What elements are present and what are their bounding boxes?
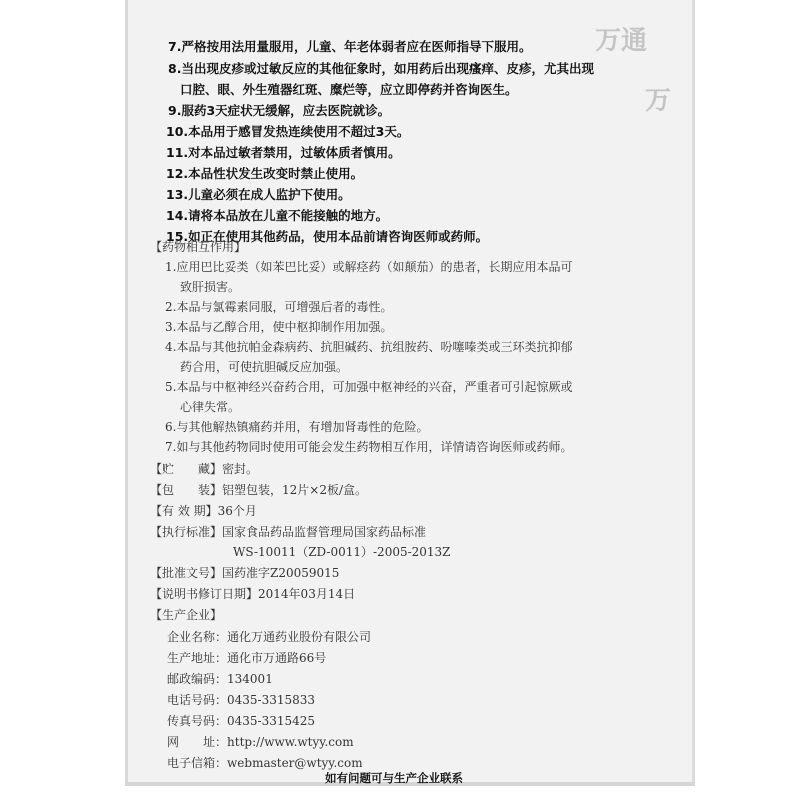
manufacturer-postcode-label: 邮政编码： [167, 672, 228, 686]
standard-value: 国家食品药品监督管理局国家药品标准 [222, 525, 427, 539]
interaction-6: 6.与其他解热镇痛药并用，有增加肾毒性的危险。 [165, 420, 429, 434]
storage-value: 密封。 [222, 462, 259, 476]
precaution-7: 7.严格按用法用量服用，儿童、年老体弱者应在医师指导下服用。 [168, 39, 532, 54]
validity-value: 36个月 [217, 504, 257, 518]
manufacturer-website-value[interactable]: http://www.wtyy.com [227, 735, 354, 749]
approval-row [150, 564, 339, 581]
manufacturer-phone-row [167, 691, 315, 708]
package-label: 【包 装】 [150, 483, 223, 497]
package-value: 铝塑包装，12片×2板/盒。 [222, 483, 368, 497]
manufacturer-name-value: 通化万通药业股份有限公司 [227, 630, 372, 644]
standard-value-2: WS-10011（ZD-0011）-2005-2013Z [233, 545, 451, 559]
interaction-3: 3.本品与乙醇合用，使中枢抑制作用加强。 [165, 320, 393, 334]
manufacturer-name-row [167, 628, 371, 645]
validity-label: 【有 效 期】 [150, 504, 218, 518]
manufacturer-address-label: 生产地址： [167, 651, 228, 665]
precaution-8-cont: 口腔、眼、外生殖器红斑、糜烂等，应立即停药并咨询医生。 [180, 82, 518, 97]
validity-row [150, 502, 257, 519]
manufacturer-header: 【生产企业】 [150, 608, 223, 622]
revision-label: 【说明书修订日期】 [150, 587, 259, 601]
interaction-5-cont: 心律失常。 [180, 400, 241, 414]
precaution-14: 14.请将本品放在儿童不能接触的地方。 [166, 208, 389, 223]
approval-value: 国药准字Z20059015 [222, 566, 340, 580]
standard-label: 【执行标准】 [150, 525, 223, 539]
interaction-5: 5.本品与中枢神经兴奋药合用，可加强中枢神经的兴奋，严重者可引起惊厥或 [165, 380, 573, 394]
precaution-15: 15.如正在使用其他药品，使用本品前请咨询医师或药师。 [166, 229, 489, 244]
watermark-top-right: 万通 [595, 26, 648, 56]
manufacturer-email-value[interactable]: webmaster@wtyy.com [227, 756, 363, 770]
precaution-13: 13.儿童必须在成人监护下使用。 [166, 187, 351, 202]
standard-row [150, 523, 426, 540]
manufacturer-name-label: 企业名称： [167, 630, 228, 644]
package-row [150, 481, 367, 498]
sheet-right-edge [692, 0, 695, 786]
interaction-2: 2.本品与氯霉素同服，可增强后者的毒性。 [165, 300, 393, 314]
watermark-mid: 万 [645, 86, 672, 116]
interaction-4: 4.本品与其他抗帕金森病药、抗胆碱药、抗组胺药、吩噻嗪类或三环类抗抑郁 [165, 340, 573, 354]
manufacturer-fax-value: 0435-3315425 [227, 714, 316, 728]
manufacturer-website-label: 网 址： [167, 735, 228, 749]
revision-value: 2014年03月14日 [258, 587, 356, 601]
manufacturer-email-label: 电子信箱： [167, 756, 228, 770]
interaction-4-cont: 药合用，可使抗胆碱反应加强。 [180, 360, 349, 374]
manufacturer-footer-note: 如有问题可与生产企业联系 [325, 771, 463, 785]
manufacturer-postcode-row [167, 670, 273, 687]
manufacturer-email-row [167, 754, 363, 771]
manufacturer-fax-row [167, 712, 315, 729]
approval-label: 【批准文号】 [150, 566, 223, 580]
precaution-11: 11.对本品过敏者禁用，过敏体质者慎用。 [166, 145, 401, 160]
sheet-left-edge [125, 0, 128, 786]
storage-label: 【贮 藏】 [150, 462, 223, 476]
manufacturer-phone-value: 0435-3315833 [227, 693, 316, 707]
interactions-header: 【药物相互作用】 [150, 240, 247, 254]
interaction-1-cont: 致肝损害。 [180, 280, 241, 294]
manufacturer-postcode-value: 134001 [227, 672, 273, 686]
manufacturer-address-row [167, 649, 326, 666]
manufacturer-address-value: 通化市万通路66号 [227, 651, 327, 665]
precaution-12: 12.本品性状发生改变时禁止使用。 [166, 166, 364, 181]
manufacturer-phone-label: 电话号码： [167, 693, 228, 707]
manufacturer-fax-label: 传真号码： [167, 714, 228, 728]
leaflet-sheet [125, 0, 695, 786]
storage-row [150, 460, 258, 477]
manufacturer-website-row [167, 733, 354, 750]
interaction-1: 1.应用巴比妥类（如苯巴比妥）或解痉药（如颠茄）的患者，长期应用本品可 [165, 260, 573, 274]
revision-row [150, 585, 355, 602]
interaction-7: 7.如与其他药物同时使用可能会发生药物相互作用，详情请咨询医师或药师。 [165, 440, 573, 454]
precaution-9: 9.服药3天症状无缓解，应去医院就诊。 [168, 103, 391, 118]
precaution-10: 10.本品用于感冒发热连续使用不超过3天。 [166, 124, 410, 139]
precaution-8: 8.当出现皮疹或过敏反应的其他征象时，如用药后出现瘙痒、皮疹，尤其出现 [168, 61, 594, 76]
